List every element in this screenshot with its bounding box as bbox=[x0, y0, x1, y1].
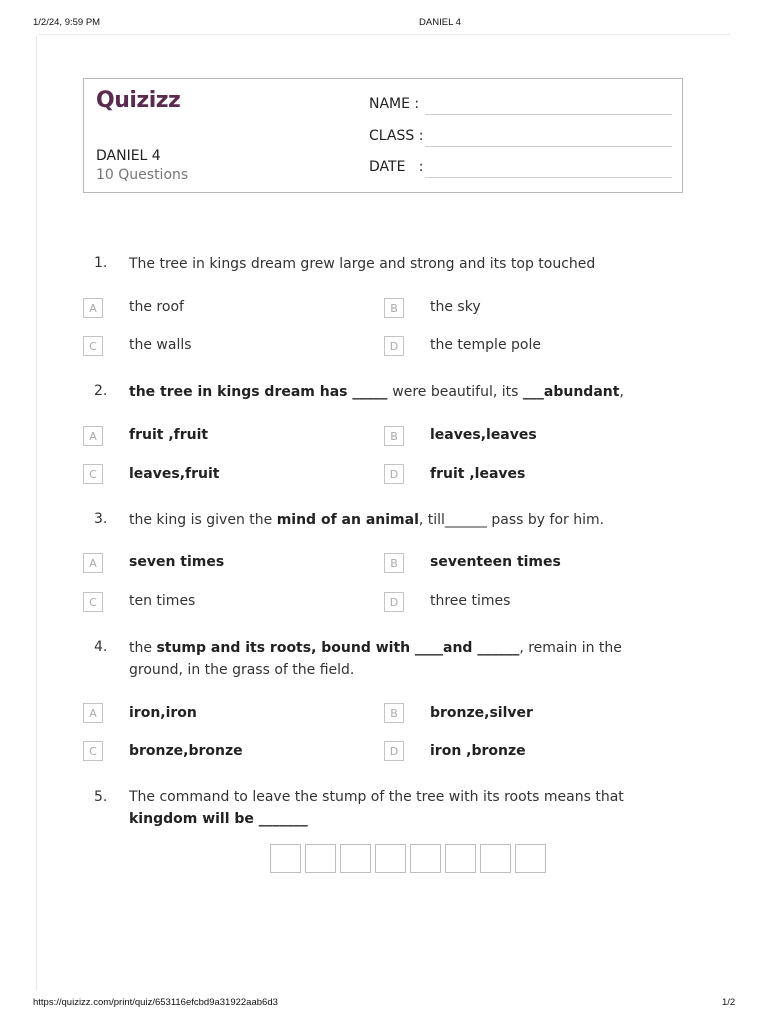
question-number: 5. bbox=[94, 789, 108, 805]
question-text-part: the tree in kings dream has _____ bbox=[129, 384, 393, 400]
question-text bbox=[129, 509, 689, 531]
option-text: bronze,bronze bbox=[129, 743, 243, 759]
option-text: three times bbox=[430, 593, 511, 609]
option-text: the roof bbox=[129, 299, 184, 315]
name-field bbox=[369, 96, 419, 112]
option-letter-box[interactable]: D bbox=[384, 464, 404, 484]
page-number: 1/2 bbox=[722, 997, 736, 1008]
option-letter-box[interactable]: D bbox=[384, 741, 404, 761]
divider bbox=[36, 36, 37, 990]
class-line bbox=[425, 146, 672, 147]
question-text-part: mind of an animal bbox=[276, 512, 419, 528]
option-letter-box[interactable]: C bbox=[83, 741, 103, 761]
question-count: 10 Questions bbox=[96, 167, 189, 183]
quiz-info-box bbox=[83, 78, 683, 193]
question-number: 4. bbox=[94, 639, 108, 655]
option-text: ten times bbox=[129, 593, 196, 609]
option-text: bronze,silver bbox=[430, 705, 533, 721]
date-field bbox=[369, 159, 424, 175]
name-line bbox=[425, 114, 672, 115]
answer-box[interactable] bbox=[445, 844, 476, 873]
option-text: fruit ,fruit bbox=[129, 427, 209, 443]
answer-box[interactable] bbox=[340, 844, 371, 873]
answer-letter-boxes bbox=[270, 844, 546, 873]
option-text: seventeen times bbox=[430, 554, 561, 570]
option-text: iron,iron bbox=[129, 705, 197, 721]
option-letter-box[interactable]: B bbox=[384, 553, 404, 573]
option-letter-box[interactable]: D bbox=[384, 336, 404, 356]
divider bbox=[38, 34, 730, 35]
option-letter-box[interactable]: D bbox=[384, 592, 404, 612]
question-number: 3. bbox=[94, 511, 108, 527]
date-label: DATE : bbox=[369, 159, 424, 175]
option-letter-box[interactable]: A bbox=[83, 426, 103, 446]
class-field bbox=[369, 128, 423, 144]
option-text: leaves,leaves bbox=[430, 427, 537, 443]
option-text: seven times bbox=[129, 554, 225, 570]
print-header bbox=[0, 17, 768, 31]
answer-box[interactable] bbox=[305, 844, 336, 873]
answer-box[interactable] bbox=[270, 844, 301, 873]
print-datetime: 1/2/24, 9:59 PM bbox=[33, 17, 101, 28]
option-letter-box[interactable]: A bbox=[83, 703, 103, 723]
option-letter-box[interactable]: C bbox=[83, 592, 103, 612]
option-text: the temple pole bbox=[430, 337, 541, 353]
answer-box[interactable] bbox=[515, 844, 546, 873]
question-text-part: kingdom will be _______ bbox=[129, 811, 308, 827]
question-text-part: , bbox=[619, 384, 624, 400]
question-text-part: , remain in the ground, in the grass of the field. bbox=[129, 640, 622, 678]
quizizz-logo: Quizizz bbox=[96, 88, 181, 113]
option-letter-box[interactable]: B bbox=[384, 426, 404, 446]
class-label: CLASS : bbox=[369, 128, 424, 144]
question-text-part: the king is given the bbox=[129, 512, 277, 528]
answer-box[interactable] bbox=[410, 844, 441, 873]
answer-box[interactable] bbox=[480, 844, 511, 873]
option-letter-box[interactable]: B bbox=[384, 703, 404, 723]
question-text-part: were beautiful, its bbox=[392, 384, 523, 400]
quiz-title: DANIEL 4 bbox=[96, 148, 161, 164]
question-text-part: The command to leave the stump of the tree with its roots means that bbox=[129, 789, 624, 805]
option-text: the walls bbox=[129, 337, 192, 353]
answer-box[interactable] bbox=[375, 844, 406, 873]
option-text: fruit ,leaves bbox=[430, 466, 526, 482]
question-text bbox=[129, 637, 677, 681]
option-text: iron ,bronze bbox=[430, 743, 526, 759]
option-text: the sky bbox=[430, 299, 481, 315]
option-letter-box[interactable]: A bbox=[83, 553, 103, 573]
page-url[interactable]: https://quizizz.com/print/quiz/653116efcbd9a31922aab6d3 bbox=[33, 997, 278, 1008]
question-number: 1. bbox=[94, 255, 108, 271]
question-number: 2. bbox=[94, 383, 108, 399]
option-letter-box[interactable]: C bbox=[83, 336, 103, 356]
date-line bbox=[425, 177, 672, 178]
option-letter-box[interactable]: B bbox=[384, 298, 404, 318]
question-text: The tree in kings dream grew large and strong and its top touched bbox=[129, 256, 596, 272]
question-text-part: the bbox=[129, 640, 157, 656]
question-text-part: ___abundant bbox=[522, 384, 620, 400]
question-text bbox=[129, 786, 689, 830]
question-text bbox=[129, 381, 689, 403]
option-text: leaves,fruit bbox=[129, 466, 220, 482]
question-text-part: stump and its roots, bound with ____and ______ bbox=[156, 640, 520, 656]
print-title: DANIEL 4 bbox=[419, 17, 461, 28]
name-label: NAME : bbox=[369, 96, 420, 112]
question-text-part: , till______ pass by for him. bbox=[418, 512, 605, 528]
option-letter-box[interactable]: A bbox=[83, 298, 103, 318]
option-letter-box[interactable]: C bbox=[83, 464, 103, 484]
